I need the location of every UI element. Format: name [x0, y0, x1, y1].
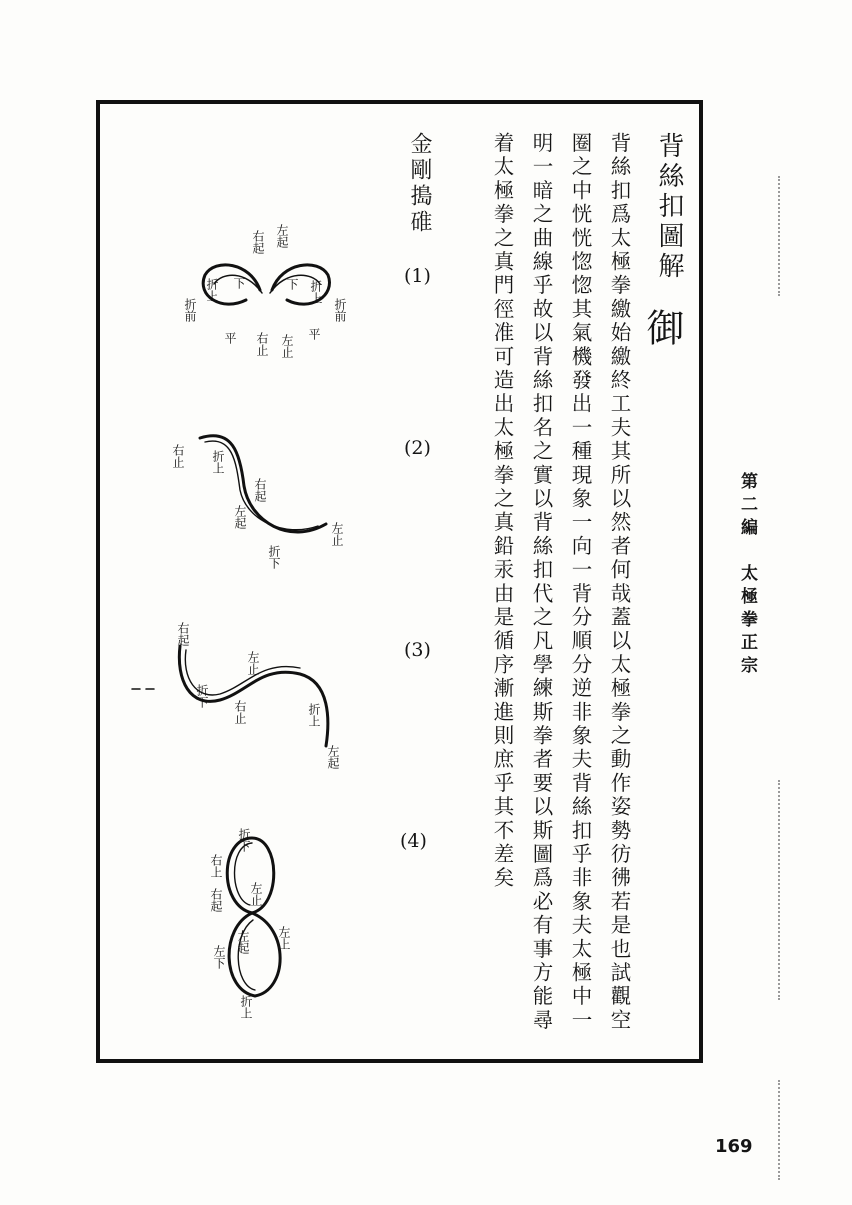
- fig4-label: 右上: [209, 854, 223, 878]
- fig4-label: 折上: [239, 995, 253, 1019]
- section-title: 背絲扣圖解: [654, 132, 684, 282]
- annotation-mark: 御: [640, 308, 684, 350]
- fig1-label: 左起: [275, 224, 289, 248]
- fig1-label: 折上: [309, 280, 323, 304]
- side-header: 第二編 太極拳正宗: [737, 472, 757, 679]
- fig1-label: 右止: [255, 332, 269, 356]
- fig4-label: 左起: [236, 930, 250, 954]
- fig3-label: 折下: [195, 684, 209, 708]
- figure-1-labels: [183, 224, 347, 358]
- figure-label-3: (3): [404, 639, 431, 661]
- text-column-2: 圈之中恍恍惚惚其氣機發出一種現象一向一背分順分逆非象夫背絲扣乎非象夫太極中一: [568, 132, 592, 1033]
- text-column-1: 背絲扣爲太極拳繳始繳終工夫其所以然者何哉蓋以太極拳之動作姿勢彷彿若是也試觀空: [607, 132, 631, 1033]
- figure-column-title: 金剛搗碓: [407, 132, 432, 236]
- fig2-label: 左止: [330, 522, 344, 546]
- figure-2-labels: [171, 444, 344, 569]
- fig4-label: 左止: [249, 882, 263, 906]
- text-column-3: 明一暗之曲線乎故以背絲扣名之實以背絲扣代之凡學練斯拳者要以斯圖爲必有事方能尋: [529, 132, 553, 1033]
- fig1-label: 平: [307, 328, 321, 340]
- fig4-label: 右起: [209, 888, 223, 912]
- fig3-label: 右起: [176, 622, 190, 646]
- fig2-label: 右起: [253, 478, 267, 502]
- figure-label-4: (4): [400, 830, 427, 852]
- fig1-label: 下: [285, 278, 299, 290]
- fig3-label: 左止: [246, 651, 260, 675]
- edge-dots-top: [778, 176, 788, 296]
- fig4-label: 折下: [237, 828, 251, 852]
- fig2-label: 折下: [267, 545, 281, 569]
- page-number: 169: [715, 1136, 753, 1157]
- fig4-label: 左上: [277, 926, 291, 950]
- fig3-label: 右止: [233, 700, 247, 724]
- text-column-4: 着太極拳之真門徑准可造出太極拳之真鉛汞由是循序漸進則庶乎其不差矣: [490, 132, 514, 891]
- figure-label-1: (1): [404, 265, 431, 287]
- fig2-label: 左起: [233, 505, 247, 529]
- fig4-label: 左下: [212, 945, 226, 969]
- fig1-label: 折上: [205, 278, 219, 302]
- fig1-label: 左止: [280, 334, 294, 358]
- fig1-label: 下: [232, 277, 246, 289]
- fig1-label: 平: [223, 332, 237, 344]
- fig1-label: 折前: [183, 298, 197, 322]
- edge-dots-mid: [778, 780, 788, 1000]
- fig1-label: 右起: [251, 230, 265, 254]
- fig2-label: 折上: [211, 450, 225, 474]
- edge-dots-bottom: [778, 1080, 788, 1180]
- fig1-label: 折前: [333, 298, 347, 322]
- figure-label-2: (2): [404, 437, 431, 459]
- fig2-label: 右止: [171, 444, 185, 468]
- fig3-label: 折上: [307, 703, 321, 727]
- figure-3-labels: [176, 622, 340, 770]
- figure-4-curves: [227, 838, 280, 996]
- fig3-label: 左起: [326, 745, 340, 769]
